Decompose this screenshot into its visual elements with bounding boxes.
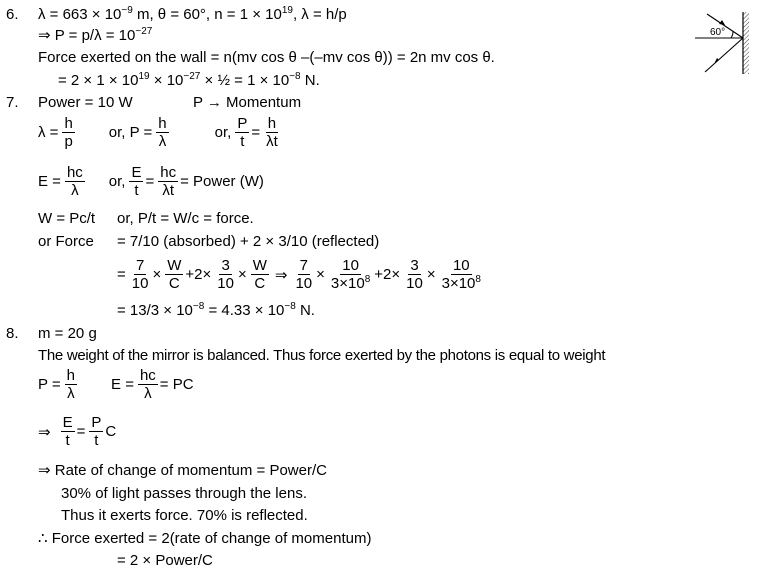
q6-number: 6. bbox=[6, 6, 19, 23]
q7-res-exp-a: −8 bbox=[192, 301, 205, 312]
angle-label: 60° bbox=[710, 27, 726, 38]
q7-res-c: N. bbox=[295, 302, 315, 319]
q7-line-w bbox=[38, 210, 254, 228]
q7-w-a: W = Pc/t bbox=[38, 210, 96, 227]
implies-arrow: ⇒ bbox=[38, 423, 51, 441]
q7-r2-lhs: E = bbox=[38, 173, 61, 190]
q7-r2-rhs: = Power (W) bbox=[180, 173, 264, 190]
q6-l1-text-a: λ = 663 × 10 bbox=[38, 6, 122, 23]
q7-r1-eq: = bbox=[251, 124, 261, 141]
times-symbol: × bbox=[152, 266, 162, 283]
q7-r3-t3: $\frac{3}{10}$ bbox=[217, 257, 234, 292]
q7-r1-or: or, bbox=[214, 124, 232, 141]
q8-line4: 30% of light passes through the lens. bbox=[61, 485, 307, 502]
q7-r1-frac1: $\frac{h}{p}$ bbox=[64, 115, 73, 150]
q7-r2-eq: = bbox=[145, 173, 155, 190]
q7-row2 bbox=[38, 164, 266, 199]
q7-r2-or: or, bbox=[108, 173, 126, 190]
q7-line-result bbox=[117, 302, 315, 320]
mirror-reflection-diagram bbox=[695, 12, 760, 78]
q6-l4-exp-a: 19 bbox=[138, 71, 150, 82]
q8-r1-lhs: P = bbox=[38, 376, 61, 393]
q6-l4-text-d: N. bbox=[300, 72, 320, 89]
q6-l4-text-b: × 10 bbox=[149, 72, 184, 89]
q7-r3-t4: $\frac{W}{C}$ bbox=[252, 257, 267, 292]
q6-l2-text: ⇒ P = p/λ = 10 bbox=[38, 27, 136, 44]
q7-line1 bbox=[38, 94, 301, 112]
q6-line2 bbox=[38, 27, 152, 45]
q7-r3-eq: = bbox=[117, 266, 126, 283]
q8-row1 bbox=[38, 367, 196, 402]
q7-number: 7. bbox=[6, 94, 19, 111]
implies-arrow: ⇒ bbox=[274, 266, 288, 284]
q7-res-b: = 4.33 × 10 bbox=[204, 302, 285, 319]
q8-line5: Thus it exerts force. 70% is reflected. bbox=[61, 507, 308, 524]
times-symbol: × bbox=[237, 266, 247, 283]
q6-l1-text-c: , λ = h/p bbox=[292, 6, 347, 23]
q7-r3-t1: $\frac{7}{10}$ bbox=[131, 257, 149, 292]
q8-r1-frac1: $\frac{h}{\lambda}$ bbox=[66, 367, 76, 402]
q7-row3 bbox=[117, 257, 485, 292]
q8-r1-rhs: = PC bbox=[159, 376, 194, 393]
q7-r1-mid: or, P = bbox=[108, 124, 153, 141]
q8-line1: m = 20 g bbox=[38, 325, 97, 342]
q7-res-a: = 13/3 × 10 bbox=[117, 302, 193, 319]
q8-r2-frac1: $\frac{E}{t}$ bbox=[62, 414, 73, 449]
q6-l2-exp: −27 bbox=[135, 26, 153, 37]
q7-r3-t2: $\frac{W}{C}$ bbox=[167, 257, 182, 292]
q7-r3-u4: $\frac{10}{3\times 10^8}$ bbox=[441, 257, 481, 292]
q8-line6: ∴ Force exerted = 2(rate of change of momentum) bbox=[38, 530, 372, 547]
q7-r3-u3: $\frac{3}{10}$ bbox=[406, 257, 423, 292]
times-symbol: × bbox=[316, 266, 325, 283]
q7-force-a: or Force bbox=[38, 233, 94, 250]
q6-line4 bbox=[58, 72, 320, 90]
q7-r1-frac4: $\frac{h}{\lambda t}$ bbox=[266, 115, 278, 150]
q8-r2-eq: = bbox=[76, 423, 86, 440]
q7-force-b: = 7/10 (absorbed) + 2 × 3/10 (reflected) bbox=[117, 233, 380, 250]
q8-r1-frac2: $\frac{hc}{\lambda}$ bbox=[139, 367, 156, 402]
q6-line1 bbox=[38, 6, 347, 24]
q6-l4-exp-c: −8 bbox=[289, 71, 301, 82]
q7-r1-frac2: $\frac{h}{\lambda}$ bbox=[158, 115, 167, 150]
q8-number: 8. bbox=[6, 325, 19, 342]
q8-r1-mid: E = bbox=[111, 376, 134, 393]
q6-l1-exp-b: 19 bbox=[281, 5, 293, 16]
q7-row1 bbox=[38, 115, 282, 150]
q7-w-b: or, P/t = W/c = force. bbox=[117, 210, 254, 227]
q6-line3: Force exerted on the wall = n(mv cos θ –(–mv cos θ)) = 2n mv cos θ. bbox=[38, 49, 495, 66]
q6-l1-exp-a: −9 bbox=[121, 5, 133, 16]
mirror-diagram-svg bbox=[695, 12, 760, 74]
q7-r3-u1: $\frac{7}{10}$ bbox=[295, 257, 313, 292]
q8-r2-frac2: $\frac{P}{t}$ bbox=[91, 414, 102, 449]
q7-r2-frac3: $\frac{hc}{\lambda t}$ bbox=[160, 164, 177, 199]
q7-r3-u2: $\frac{10}{3\times 10^8}$ bbox=[330, 257, 371, 292]
q7-res-exp-b: −8 bbox=[284, 301, 296, 312]
q7-power-text: Power = 10 W bbox=[38, 94, 133, 111]
q6-l1-text-b: m, θ = 60°, n = 1 × 10 bbox=[132, 6, 282, 23]
q6-l4-text-a: = 2 × 1 × 10 bbox=[58, 72, 139, 89]
q6-l4-exp-b: −27 bbox=[183, 71, 201, 82]
q7-r2-frac2: $\frac{E}{t}$ bbox=[131, 164, 142, 199]
q8-line2: The weight of the mirror is balanced. Thus force exerted by the photons is equal to weight bbox=[38, 347, 606, 364]
plus-two-times: +2× bbox=[374, 266, 401, 283]
q8-line7: = 2 × Power/C bbox=[117, 552, 213, 569]
q8-row2 bbox=[38, 414, 118, 449]
q7-r2-frac1: $\frac{hc}{\lambda}$ bbox=[66, 164, 83, 199]
q8-r2-rhs: C bbox=[105, 423, 117, 440]
q6-l4-text-c: × ½ = 1 × 10 bbox=[200, 72, 290, 89]
times-symbol: × bbox=[426, 266, 436, 283]
q7-momentum-text: P → Momentum bbox=[192, 94, 302, 111]
q7-r1-frac3: $\frac{P}{t}$ bbox=[237, 115, 248, 150]
plus-two-times: +2× bbox=[185, 266, 212, 283]
q8-line3: ⇒ Rate of change of momentum = Power/C bbox=[38, 462, 327, 479]
q7-r1-lhs: λ = bbox=[38, 124, 59, 141]
q7-line-force bbox=[38, 233, 379, 251]
